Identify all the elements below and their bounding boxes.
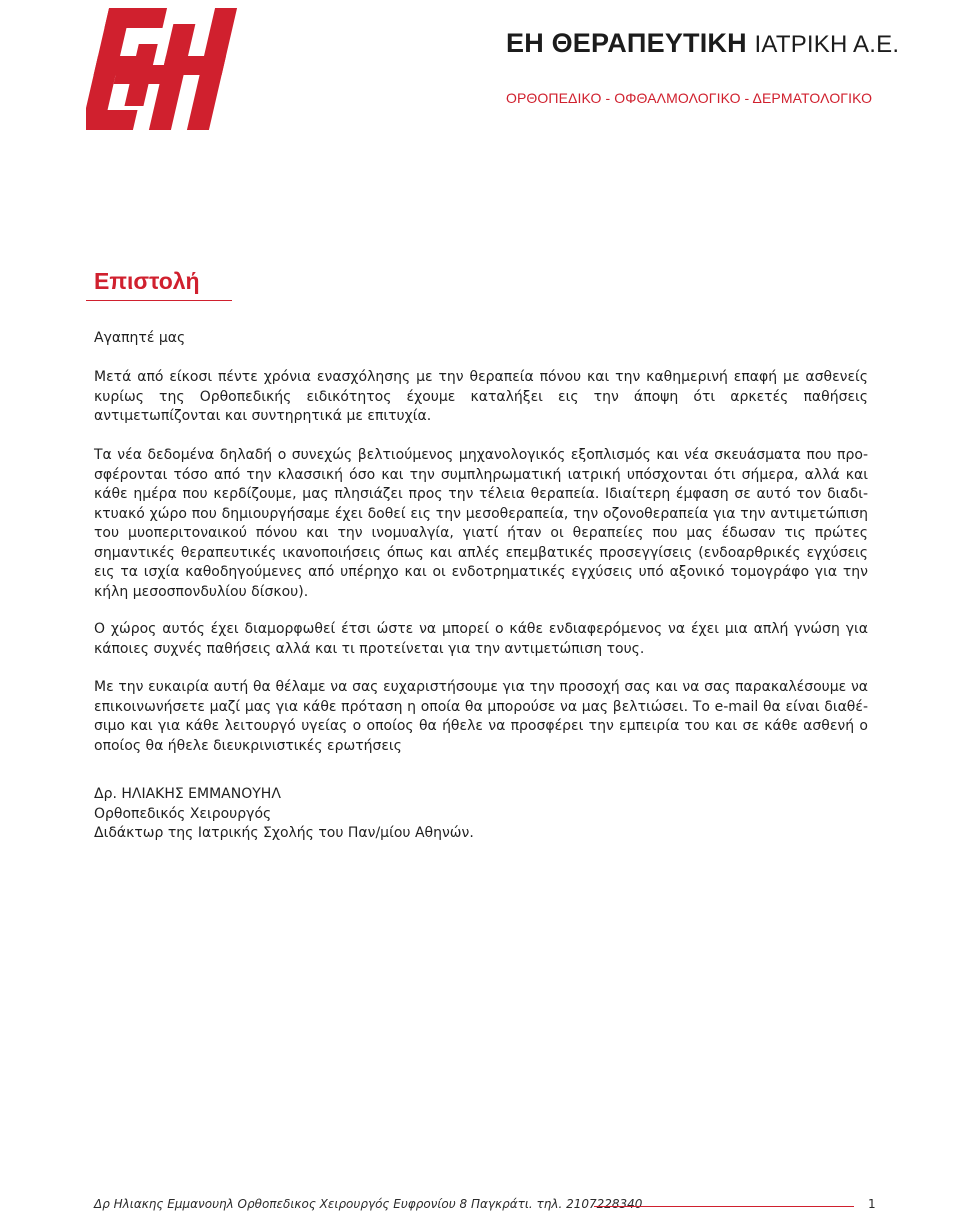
signature-name: Δρ. ΗΛΙΑΚΗΣ ΕΜΜΑΝΟΥΗΛ — [94, 786, 281, 802]
company-name-bold: ΕΗ ΘΕΡΑΠΕΥΤΙΚΗ — [506, 28, 747, 58]
company-tagline: ΟΡΘΟΠΕΔΙΚΟ - ΟΦΘΑΛΜΟΛΟΓΙΚΟ - ΔΕΡΜΑΤΟΛΟΓΙΚΟ — [506, 90, 873, 106]
logo-plus-horizontal — [114, 65, 168, 84]
logo-h-crossbar — [162, 56, 226, 75]
logo-e-bottom-bar — [86, 110, 138, 130]
greeting: Αγαπητέ μας — [94, 330, 186, 346]
footer-divider — [594, 1206, 854, 1207]
page-number: 1 — [868, 1197, 876, 1211]
paragraph-3: Ο χώρος αυτός έχει διαμορφωθεί έτσι ώστε να μπορεί ο κάθε ενδιαφερόμενος να έχει μια απλή γνώση για κάποιες συχνές παθήσεις αλλά και τι προτείνεται για την αντιμετώπιση τους. — [94, 621, 868, 657]
company-name-light: ΙΑΤΡΙΚΗ Α.Ε. — [754, 31, 900, 58]
paragraph-4: Με την ευκαιρία αυτή θα θέλαμε να σας ευχαριστήσουμε για την προσοχή σας και να σας παρακαλέσουμε να επικοινωνήσετε μαζί μας για κάθε πρόταση η οποία θα μπορούσε να μας βελτιώσει. Το e-mail θα είναι διαθέσιμο και για κάθε λειτουργό υγείας ο οποίος θα ήθελε να προσφέρει την εμπειρία του και σε κάθε ασθενή ο οποίος θα ήθελε διευκρινιστικές ερωτήσεις — [94, 679, 868, 754]
signature-credential: Διδάκτωρ της Ιατρικής Σχολής του Παν/μίου Αθηνών. — [94, 825, 474, 841]
logo-e-top-bar — [104, 8, 167, 28]
company-name — [506, 28, 899, 59]
footer-contact: Δρ Ηλιακης Εμμανουηλ Ορθοπεδικος Χειρουργός Ευφρονίου 8 Παγκράτι. τηλ. 2107228340 — [94, 1197, 643, 1211]
signature-role: Ορθοπεδικός Χειρουργός — [94, 805, 272, 822]
paragraph-2: Τα νέα δεδομένα δηλαδή ο συνεχώς βελτιούμενος μηχανολογικός εξοπλισμός και νέα σκευάσματα που προσφέρονται τόσο από την κλασσική όσο και την συμπληρωματική ιατρική υπόσχονται ότι σήμερα, αλλά και κάθε ημέρα που κερδίζουμε, μας πλησιάζει προς την τέλεια θεραπεία. Ιδιαίτερη έμφαση σε αυτό τον διαδικτυακό χώρο που δημιουργήσαμε έχει δοθεί εις την μεσοθεραπεία, την οζονοθεραπεία για την αντιμετώπιση του μυοπεριτοναικού πόνου και την ινομυαλγία, γιατί ήταν οι θεραπείες που μας έδωσαν τις πρώτες σημαντικές θεραπευτικές ικανοποιήσεις όπως και απλές επεμβατικές προσεγγίσεις (ενδοαρθρικές εγχύσεις εις τα ισχία καθοδηγούμενες από υπέρηχο και οι ενδοτρηματικές εγχύσεις υπό αξονικό τομογράφο για την κήλη μεσοσπονδυλίου δίσκου). — [94, 447, 868, 600]
letter-title: Επιστολή — [94, 268, 200, 294]
paragraph-1: Μετά από είκοσι πέντε χρόνια ενασχόλησης με την θεραπεία πόνου και την καθημερινή επαφή με ασθενείς κυρίως της Ορθοπεδικής ειδικότητος έχουμε καταλήξει εις την άποψη ότι αρκετές παθήσεις αντιμετωπίζονται και συντηρητικά με επιτυχία. — [94, 369, 868, 424]
title-underline — [86, 300, 232, 301]
company-logo — [86, 4, 242, 136]
signature-block — [94, 785, 474, 844]
